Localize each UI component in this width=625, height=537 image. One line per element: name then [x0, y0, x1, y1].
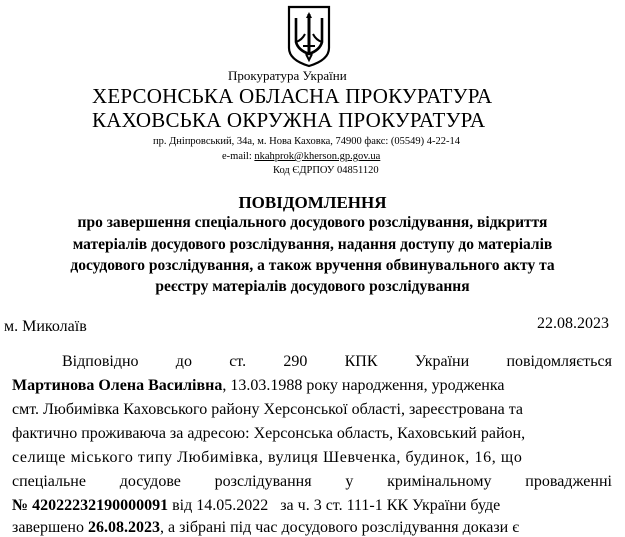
case-number: № 42022232190000091	[12, 497, 169, 514]
word: України	[414, 353, 470, 370]
body-line-3: смт. Любимівка Каховського району Херсонської області, зареєстрована та	[12, 401, 524, 418]
word: Відповідно	[62, 353, 139, 370]
email-label: e-mail:	[222, 151, 252, 162]
word: у	[345, 473, 354, 490]
word: ст.	[229, 353, 247, 370]
regional-prosecutor-office: ХЕРСОНСЬКА ОБЛАСНА ПРОКУРАТУРА	[92, 84, 493, 108]
notice-subtitle-line-2: матеріалів досудового розслідування, надання доступу до матеріалів	[72, 236, 553, 253]
completion-date: 26.08.2023	[87, 519, 160, 536]
body-line-2	[12, 377, 612, 395]
word: спеціальне	[12, 473, 86, 490]
completion-rest: , а зібрані під час досудового розслідування докази є	[159, 519, 520, 536]
notice-title: ПОВІДОМЛЕННЯ	[238, 193, 387, 212]
body-line-1	[62, 353, 612, 371]
email-line	[222, 151, 380, 162]
body-line-5: селище міського типу Любимівка, вулиця Шевченка, будинок, 16, що	[12, 449, 523, 466]
notice-subtitle-line-1: про завершення спеціального досудового розслідування, відкриття	[77, 214, 548, 231]
district-prosecutor-office: КАХОВСЬКА ОКРУЖНА ПРОКУРАТУРА	[92, 108, 486, 132]
email-link[interactable]: nkahprok@kherson.gp.gov.ua	[254, 151, 381, 162]
word: до	[175, 353, 192, 370]
word: досудове	[119, 473, 181, 490]
body-line-8	[12, 519, 519, 537]
birth-info: , 13.03.1988 року народження, уродженка	[222, 377, 505, 394]
notice-subtitle-line-3: досудового розслідування, а також вручення обвинувального акту та	[70, 257, 555, 274]
place: м. Миколаїв	[4, 318, 87, 335]
word: розслідування	[214, 473, 312, 490]
body-line-7	[12, 497, 500, 515]
trident-coat-of-arms-icon	[286, 4, 332, 68]
body-line-6	[12, 473, 612, 491]
notice-subtitle-line-4: реєстру матеріалів досудового розслідування	[155, 278, 470, 295]
edrpou-code: Код ЄДРПОУ 04851120	[273, 165, 379, 176]
person-name: Мартинова Олена Василівна	[12, 377, 223, 394]
body-line-4: фактично проживаюча за адресою: Херсонська область, Каховський район,	[12, 425, 526, 442]
address-line: пр. Дніпровський, 34а, м. Нова Каховка, 74900 факс: (05549) 4-22-14	[153, 136, 461, 147]
word: 290	[283, 353, 308, 370]
completion-label: завершено	[12, 519, 88, 536]
word: кримінальному	[387, 473, 492, 490]
case-details: від 14.05.2022 за ч. 3 ст. 111-1 КК України буде	[168, 497, 501, 514]
document-date: 22.08.2023	[537, 315, 609, 332]
word: повідомляється	[506, 353, 612, 370]
agency-name: Прокуратура України	[228, 68, 347, 83]
word: КПК	[344, 353, 378, 370]
word: провадженні	[525, 473, 612, 490]
